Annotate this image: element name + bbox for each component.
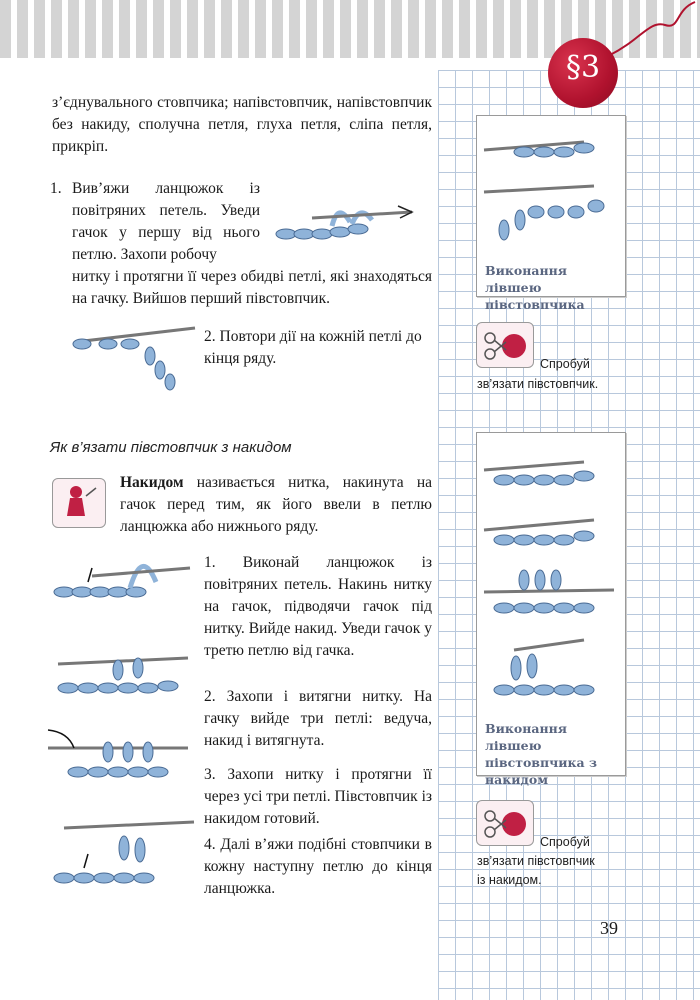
step1-text-part2: нитку і протягни її через обидві петлі, які знаходяться на гачку. Вийшов перший півстовпчик. xyxy=(72,268,432,307)
hint2-line3: із накидом. xyxy=(477,873,542,887)
hint2-line1: Спробуй xyxy=(540,835,590,849)
step1-text-part1: Вив’яжи ланцюжок із повітряних петель. Уведи гачок у першу від нього петлю. Захопи робочу xyxy=(72,180,260,263)
crochet-illustration-5 xyxy=(38,722,198,782)
definition-line1 xyxy=(120,472,432,538)
lefthand-illustration-1 xyxy=(484,120,614,250)
definition-term: Накидом xyxy=(120,474,184,491)
step1-number: 1. xyxy=(50,180,62,197)
intro-text: з’єднувального стовпчика; напівстовпчик, напівстовпчик без накиду, сполучна петля, глуха петля, сліпа петля, прикріп. xyxy=(52,94,432,155)
page-number: 39 xyxy=(600,918,618,938)
crochet-illustration-3 xyxy=(52,548,192,608)
side2-caption: Виконання лівшею півстовпчика з накидом xyxy=(485,721,597,787)
scissors-yarn-icon-2 xyxy=(476,800,532,844)
s2-step2: 2. Захопи і витягни нитку. На гачку вийде три петлі: ведуча, накид і витягнута. xyxy=(204,688,432,749)
hint1-line1: Спробуй xyxy=(540,357,590,371)
section-badge: §3 xyxy=(565,50,601,85)
crochet-illustration-6 xyxy=(44,808,194,888)
hint2-line2: зв’язати півстовпчик xyxy=(477,854,595,868)
s2-step1: 1. Виконай ланцюжок із повітряних петель. Накинь нитку на гачок, підводячи гачок під нитку. Вийде накид. Уведи гачок у третю петлю від гачка. xyxy=(204,554,432,659)
s2-step3: 3. Захопи нитку і протягни її через усі три петлі. Півстовпчик із накидом готовий. xyxy=(204,766,433,827)
scissors-yarn-icon xyxy=(476,322,532,366)
s2-step4: 4. Далі в’яжи подібні стовпчики в кожну наступну петлю до кінця ланцюжка. xyxy=(204,836,432,897)
gnome-figure xyxy=(52,478,104,526)
crochet-illustration-1 xyxy=(272,196,422,246)
crochet-illustration-4 xyxy=(48,642,198,702)
side1-caption: Виконання лівшею півстовпчика xyxy=(485,263,585,312)
crochet-illustration-2 xyxy=(60,320,200,390)
hint1-line2: зв’язати півстовпчик. xyxy=(477,377,599,391)
lefthand-illustration-2 xyxy=(484,440,614,710)
section2-heading: Як в’язати півстовпчик з накидом xyxy=(50,439,292,456)
step2-text: 2. Повтори дії на кожній петлі до кінця ряду. xyxy=(204,328,422,367)
definition-text: називається нитка, накинута на гачок перед тим, як його ввели в петлю ланцюжка або нижнього ряду. xyxy=(120,474,432,535)
